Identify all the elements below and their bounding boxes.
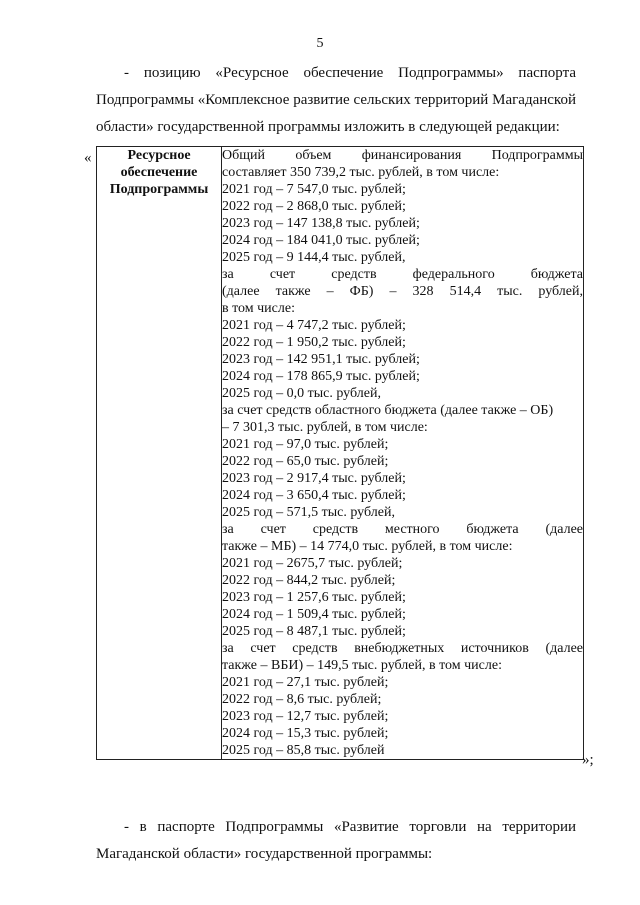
value-line: 2021 год – 4 747,2 тыс. рублей; (222, 318, 406, 333)
value-line: 2021 год – 97,0 тыс. рублей; (222, 437, 389, 452)
value-line: 2025 год – 8 487,1 тыс. рублей; (222, 624, 406, 639)
label-line: Ресурсное (127, 148, 191, 163)
value-line: (далее также – ФБ) – 328 514,4 тыс. рублей, (222, 284, 583, 299)
value-line: 2024 год – 1 509,4 тыс. рублей; (222, 607, 406, 622)
value-line: – 7 301,3 тыс. рублей, в том числе: (222, 420, 428, 435)
value-line: 2023 год – 1 257,6 тыс. рублей; (222, 590, 406, 605)
value-line: 2021 год – 27,1 тыс. рублей; (222, 675, 389, 690)
label-line: Подпрограммы (109, 182, 209, 197)
outro-line-1: - в паспорте Подпрограммы «Развитие торговли на территории (124, 819, 576, 835)
table-row (97, 147, 584, 760)
value-line: также – ВБИ) – 149,5 тыс. рублей, в том числе: (222, 658, 502, 673)
intro-line-3: области» государственной программы изложить в следующей редакции: (96, 119, 560, 135)
value-line: составляет 350 739,2 тыс. рублей, в том числе: (222, 165, 500, 180)
value-line: 2022 год – 2 868,0 тыс. рублей; (222, 199, 406, 214)
value-line: 2022 год – 1 950,2 тыс. рублей; (222, 335, 406, 350)
value-line: 2024 год – 184 041,0 тыс. рублей; (222, 233, 420, 248)
value-line: за счет средств областного бюджета (далее также – ОБ) (222, 403, 554, 418)
page-number: 5 (316, 36, 324, 51)
value-line: 2024 год – 178 865,9 тыс. рублей; (222, 369, 420, 384)
value-line: 2021 год – 7 547,0 тыс. рублей; (222, 182, 406, 197)
intro-paragraph (96, 60, 576, 141)
value-line: 2023 год – 2 917,4 тыс. рублей; (222, 471, 406, 486)
outro-line-2: Магаданской области» государственной программы: (96, 846, 433, 862)
value-line: 2025 год – 9 144,4 тыс. рублей, (222, 250, 406, 265)
value-line: 2025 год – 85,8 тыс. рублей (222, 743, 385, 758)
value-line: за счет средств федерального бюджета (222, 267, 583, 282)
value-cell (222, 147, 584, 760)
closing-quote: »; (582, 752, 594, 768)
value-line: 2023 год – 12,7 тыс. рублей; (222, 709, 389, 724)
outro-paragraph (96, 814, 576, 868)
value-line: 2023 год – 142 951,1 тыс. рублей; (222, 352, 420, 367)
value-line: 2025 год – 571,5 тыс. рублей, (222, 505, 395, 520)
value-line: за счет средств внебюджетных источников (далее (222, 641, 583, 656)
label-cell (97, 147, 222, 760)
value-line: за счет средств местного бюджета (далее (222, 522, 583, 537)
value-line: в том числе: (222, 301, 295, 316)
value-line: 2023 год – 147 138,8 тыс. рублей; (222, 216, 420, 231)
value-line: 2024 год – 15,3 тыс. рублей; (222, 726, 389, 741)
value-line: также – МБ) – 14 774,0 тыс. рублей, в том числе: (222, 539, 513, 554)
value-line: Общий объем финансирования Подпрограммы (222, 148, 583, 163)
value-line: 2022 год – 65,0 тыс. рублей; (222, 454, 389, 469)
value-line: 2021 год – 2675,7 тыс. рублей; (222, 556, 403, 571)
opening-quote: « (84, 150, 92, 166)
value-line: 2022 год – 844,2 тыс. рублей; (222, 573, 396, 588)
label-line: обеспечение (120, 165, 198, 180)
intro-line-2: Подпрограммы «Комплексное развитие сельских территорий Магаданской (96, 92, 576, 108)
intro-line-1: - позицию «Ресурсное обеспечение Подпрограммы» паспорта (124, 65, 576, 81)
value-line: 2022 год – 8,6 тыс. рублей; (222, 692, 382, 707)
value-line: 2025 год – 0,0 тыс. рублей, (222, 386, 381, 401)
resource-provision-table (96, 146, 584, 760)
value-line: 2024 год – 3 650,4 тыс. рублей; (222, 488, 406, 503)
